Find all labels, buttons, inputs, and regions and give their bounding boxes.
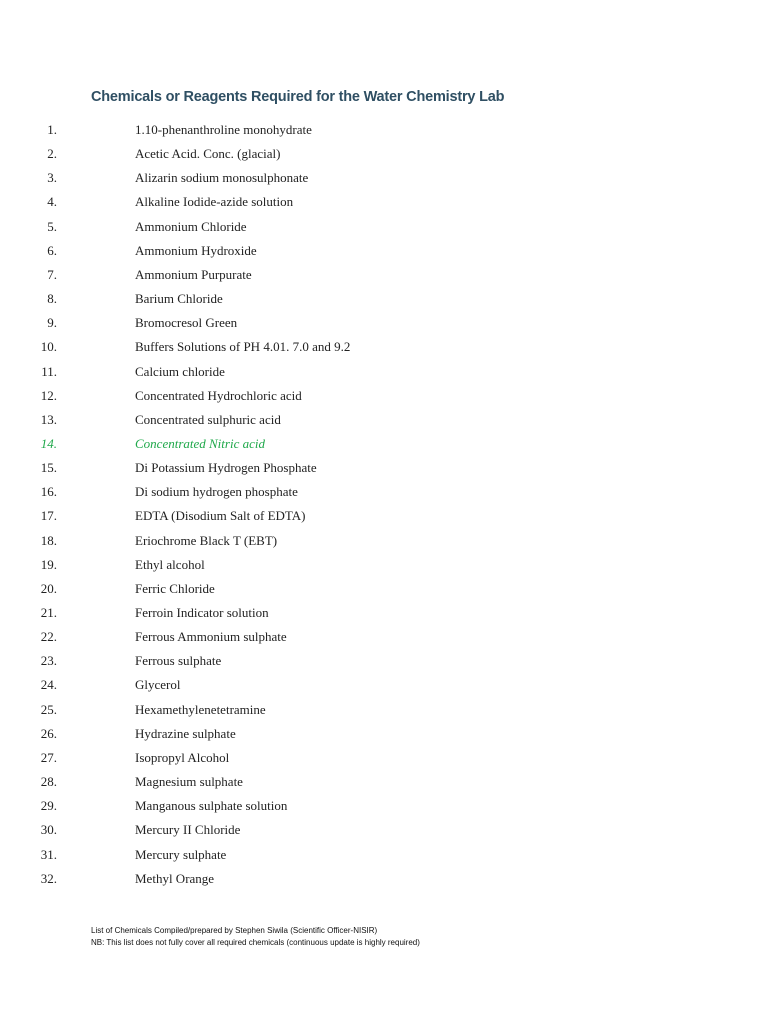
list-item-label: Concentrated Nitric acid (135, 436, 265, 451)
list-item-number: 6. (47, 243, 57, 258)
list-item-number: 15. (40, 460, 57, 475)
list-item (0, 219, 700, 243)
list-item-label: Mercury II Chloride (135, 822, 241, 837)
footer-notes (91, 925, 420, 949)
list-item-number: 29. (40, 798, 57, 813)
list-item (0, 702, 700, 726)
list-item-number: 3. (47, 170, 57, 185)
list-item-label: Isopropyl Alcohol (135, 750, 230, 765)
list-item (0, 484, 700, 508)
list-item (0, 726, 700, 750)
list-item-number: 26. (40, 726, 57, 741)
list-item-number: 12. (40, 388, 57, 403)
list-item-number: 32. (40, 871, 57, 886)
list-item-label: Concentrated sulphuric acid (135, 412, 281, 427)
list-item (0, 774, 700, 798)
list-item-number: 19. (40, 557, 57, 572)
list-item (0, 460, 700, 484)
list-item-label: Mercury sulphate (135, 847, 227, 862)
list-item-number: 2. (47, 146, 57, 161)
list-item (0, 170, 700, 194)
list-item-number: 30. (40, 822, 57, 837)
list-item-label: Magnesium sulphate (135, 774, 243, 789)
list-item (0, 194, 700, 218)
list-item (0, 871, 700, 895)
page-title: Chemicals or Reagents Required for the Water Chemistry Lab (91, 89, 505, 105)
list-item (0, 508, 700, 532)
list-item-number: 7. (47, 267, 57, 282)
list-item-label: Ammonium Hydroxide (135, 243, 257, 258)
list-item-label: Ethyl alcohol (135, 557, 205, 572)
list-item (0, 291, 700, 315)
footer-note: NB: This list does not fully cover all required chemicals (continuous update is highly required) (91, 938, 420, 947)
list-item (0, 388, 700, 412)
list-item-label: Barium Chloride (135, 291, 223, 306)
list-item-label: EDTA (Disodium Salt of EDTA) (135, 508, 306, 523)
list-item (0, 412, 700, 436)
list-item (0, 122, 700, 146)
list-item-number: 1. (47, 122, 57, 137)
list-item-number: 23. (40, 653, 57, 668)
list-item-label: Ferrous Ammonium sulphate (135, 629, 287, 644)
list-item-number: 13. (40, 412, 57, 427)
list-item (0, 243, 700, 267)
list-item (0, 267, 700, 291)
list-item (0, 315, 700, 339)
list-item (0, 146, 700, 170)
list-item-number: 20. (40, 581, 57, 596)
list-item-label: Ammonium Purpurate (135, 267, 252, 282)
list-item (0, 605, 700, 629)
list-item-label: Di sodium hydrogen phosphate (135, 484, 298, 499)
list-item-number: 28. (40, 774, 57, 789)
list-item (0, 557, 700, 581)
list-item-number: 22. (40, 629, 57, 644)
list-item (0, 339, 700, 363)
list-item-label: Di Potassium Hydrogen Phosphate (135, 460, 317, 475)
list-item-label: Ammonium Chloride (135, 219, 247, 234)
list-item-number: 25. (40, 702, 57, 717)
list-item-label: Eriochrome Black T (EBT) (135, 533, 278, 548)
list-item-label: Methyl Orange (135, 871, 215, 886)
footer-credit: List of Chemicals Compiled/prepared by Stephen Siwila (Scientific Officer-NISIR) (91, 926, 378, 935)
list-item-number: 14. (40, 436, 57, 451)
list-item-number: 31. (40, 847, 57, 862)
list-item-number: 5. (47, 219, 57, 234)
list-item-label: Hexamethylenetetramine (135, 702, 266, 717)
list-item-label: Concentrated Hydrochloric acid (135, 388, 302, 403)
list-item (0, 533, 700, 557)
list-item-number: 8. (47, 291, 57, 306)
list-item (0, 653, 700, 677)
list-item-number: 18. (40, 533, 57, 548)
list-item (0, 364, 700, 388)
list-item-label: Glycerol (135, 677, 181, 692)
list-item (0, 750, 700, 774)
list-item-label: Ferroin Indicator solution (135, 605, 269, 620)
list-item-number: 27. (40, 750, 57, 765)
list-item-number: 17. (40, 508, 57, 523)
list-item-number: 9. (47, 315, 57, 330)
list-item-number: 10. (40, 339, 57, 354)
list-item (0, 847, 700, 871)
list-item-number: 11. (41, 364, 57, 379)
list-item-number: 21. (40, 605, 57, 620)
list-item-label: Alizarin sodium monosulphonate (135, 170, 309, 185)
list-item (0, 822, 700, 846)
list-item-label: Calcium chloride (135, 364, 225, 379)
list-item-number: 4. (47, 194, 57, 209)
list-item-label: Hydrazine sulphate (135, 726, 236, 741)
list-item (0, 798, 700, 822)
list-item-label: Manganous sulphate solution (135, 798, 288, 813)
list-item (0, 436, 700, 460)
list-item-label: Alkaline Iodide-azide solution (135, 194, 294, 209)
list-item-label: Bromocresol Green (135, 315, 238, 330)
list-item (0, 629, 700, 653)
list-item-number: 16. (40, 484, 57, 499)
list-item-label: Ferric Chloride (135, 581, 215, 596)
list-item-number: 24. (40, 677, 57, 692)
list-item (0, 677, 700, 701)
list-item-label: Ferrous sulphate (135, 653, 222, 668)
list-item-label: Buffers Solutions of PH 4.01. 7.0 and 9.2 (135, 339, 351, 354)
list-item-label: 1.10-phenanthroline monohydrate (135, 122, 312, 137)
list-item-label: Acetic Acid. Conc. (glacial) (135, 146, 281, 161)
list-item (0, 581, 700, 605)
